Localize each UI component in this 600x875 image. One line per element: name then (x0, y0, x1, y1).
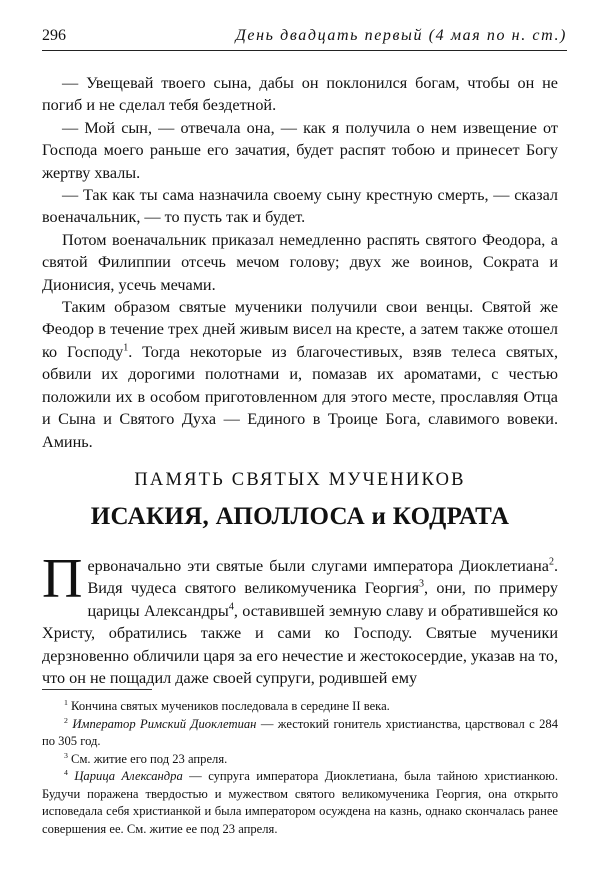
page-number: 296 (42, 27, 66, 44)
footnote (42, 698, 558, 716)
paragraph-text: . Видя чудеса святого великомученика Георгия (87, 557, 558, 598)
section-title-line1: ПАМЯТЬ СВЯТЫХ МУЧЕНИКОВ (134, 470, 466, 490)
header-rule (42, 50, 567, 51)
footnote-term: Император Римский Диоклетиан (72, 716, 257, 731)
footnote-rule (42, 689, 152, 690)
footnotes (42, 698, 558, 838)
footnote-number: 1 (64, 697, 68, 707)
footnote (42, 768, 558, 838)
paragraph: Потом военачальник приказал немедленно распять святого Феодора, а святой Филиппии отсечь мечом голову; двух же воинов, Сократа и Дионисия, усечь мечами. (42, 230, 558, 294)
paragraph: — Мой сын, — отвечала она, — как я получила о нем извещение от Господа моего раньше его зачатия, будет распят тобою и принесет Богу жертву хвалы. (42, 118, 558, 182)
page-header (42, 27, 567, 49)
footnote (42, 751, 558, 769)
footnote-term: Царица Александра (74, 769, 183, 783)
section-title-line2: ИСАКИЯ, АПОЛЛОСА и КОДРАТА (90, 503, 510, 530)
running-head: День двадцать первый (4 мая по н. ст.) (235, 27, 567, 44)
paragraph-text: Таким образом святые мученики получили свои венцы. Святой же Феодор в течение трех дней живым висел на кресте, а затем также отошел ко Господу (42, 298, 558, 361)
paragraph-text: , оставившей земную славу и обратившейся ко Христу, обратились также и сами ко Господу. Святые мученики дерзновенно обличили царя за его нечестие и жестокосердие, указав на то, что он не пощадил даже своей супруги, родившей ему (42, 601, 559, 688)
paragraph (42, 548, 559, 689)
footnote-number: 3 (64, 750, 68, 760)
paragraph: — Так как ты сама назначила своему сыну крестную смерть, — сказал военачальник, — то пусть так и будет. (42, 186, 558, 227)
footnote (42, 716, 558, 751)
footnote-ref: 1 (123, 342, 129, 354)
footnote-number: 2 (64, 715, 68, 725)
footnote-ref: 4 (228, 601, 234, 613)
main-text (42, 72, 558, 453)
footnote-ref: 3 (419, 579, 425, 591)
footnote-text: См. житие его под 23 апреля. (67, 751, 228, 766)
drop-cap: П (42, 548, 83, 610)
paragraph-text: , они, по примеру царицы Александры (87, 579, 558, 620)
paragraph-text: ервоначально эти святые были слугами императора Диоклетиана (87, 557, 549, 575)
paragraph: — Увещевай твоего сына, дабы он поклонился богам, чтобы он не погиб и не сделал тебя бездетной. (42, 74, 558, 115)
footnote-ref: 2 (548, 556, 554, 568)
footnote-text: — жестокий гонитель христианства, царствовал с 284 по 305 год. (42, 716, 559, 748)
paragraph-text: . Тогда некоторые из благочестивых, взяв телеса святых, обвили их дорогими полотнами и, помазав их ароматами, с честью положили их в особом приготовленном для этого месте, прославляя Отца и Сына и Святого Духа — Единого в Троице Бога, славимого вовеки. Аминь. (42, 342, 558, 451)
footnote-text: Кончина святых мучеников последовала в середине II века. (67, 699, 390, 713)
footnote-number: 4 (64, 767, 68, 777)
section-text (42, 548, 559, 689)
footnote-text: — супруга императора Диоклетиана, была тайною христианкою. Будучи поражена твердостью и мужеством святого великомученика Георгия, она открыто исповедала себя христианкой и была императором осуждена на казнь, однако скончалась ранее совершения ее. См. житие ее под 23 апреля. (42, 769, 558, 836)
paragraph (42, 296, 558, 453)
